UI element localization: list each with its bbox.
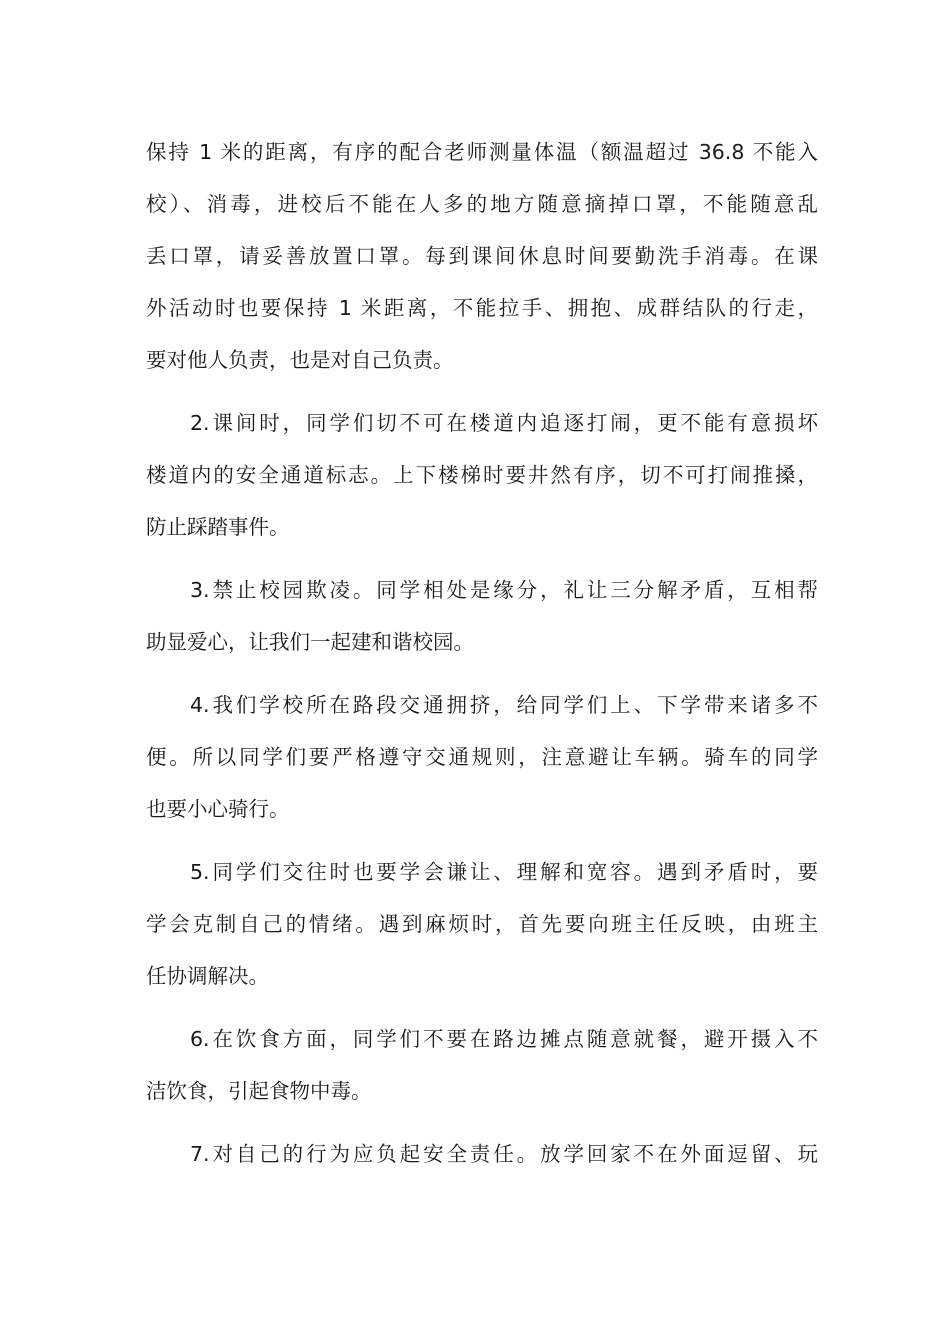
text-line: 楼道内的安全通道标志。上下楼梯时要井然有序，切不可打闹推搡， [146, 463, 818, 487]
paragraph-item-5 [146, 846, 818, 1002]
paragraph-distance-and-masks [146, 126, 818, 386]
paragraph-item-6 [146, 1013, 818, 1117]
text-line: 5.同学们交往时也要学会谦让、理解和宽容。遇到矛盾时，要 [190, 860, 818, 884]
text-line: 也要小心骑行。 [146, 797, 290, 821]
text-line: 2.课间时，同学们切不可在楼道内追逐打闹，更不能有意损坏 [190, 411, 818, 435]
text-line: 校）、消毒，进校后不能在人多的地方随意摘掉口罩，不能随意乱 [146, 192, 818, 216]
paragraph-item-3 [146, 564, 818, 668]
text-line: 丢口罩，请妥善放置口罩。每到课间休息时间要勤洗手消毒。在课 [146, 244, 818, 268]
paragraph-item-2 [146, 397, 818, 553]
document-body [146, 126, 818, 1180]
paragraph-item-4 [146, 679, 818, 835]
text-line: 保持 1 米的距离，有序的配合老师测量体温（额温超过 36.8 不能入 [146, 140, 818, 164]
text-line: 任协调解决。 [146, 964, 269, 988]
text-line: 学会克制自己的情绪。遇到麻烦时，首先要向班主任反映，由班主 [146, 912, 818, 936]
text-line: 4.我们学校所在路段交通拥挤，给同学们上、下学带来诸多不 [190, 693, 818, 717]
text-line: 外活动时也要保持 1 米距离，不能拉手、拥抱、成群结队的行走， [146, 296, 818, 320]
text-line: 洁饮食，引起食物中毒。 [146, 1079, 372, 1103]
text-line: 6.在饮食方面，同学们不要在路边摊点随意就餐，避开摄入不 [190, 1027, 818, 1051]
text-line: 7.对自己的行为应负起安全责任。放学回家不在外面逗留、玩 [190, 1142, 818, 1166]
text-line: 便。所以同学们要严格遵守交通规则，注意避让车辆。骑车的同学 [146, 745, 818, 769]
text-line: 3.禁止校园欺凌。同学相处是缘分，礼让三分解矛盾，互相帮 [190, 578, 818, 602]
text-line: 防止踩踏事件。 [146, 515, 290, 539]
paragraph-item-7 [146, 1128, 818, 1180]
text-line: 要对他人负责，也是对自己负责。 [146, 348, 454, 372]
text-line: 助显爱心，让我们一起建和谐校园。 [146, 630, 474, 654]
